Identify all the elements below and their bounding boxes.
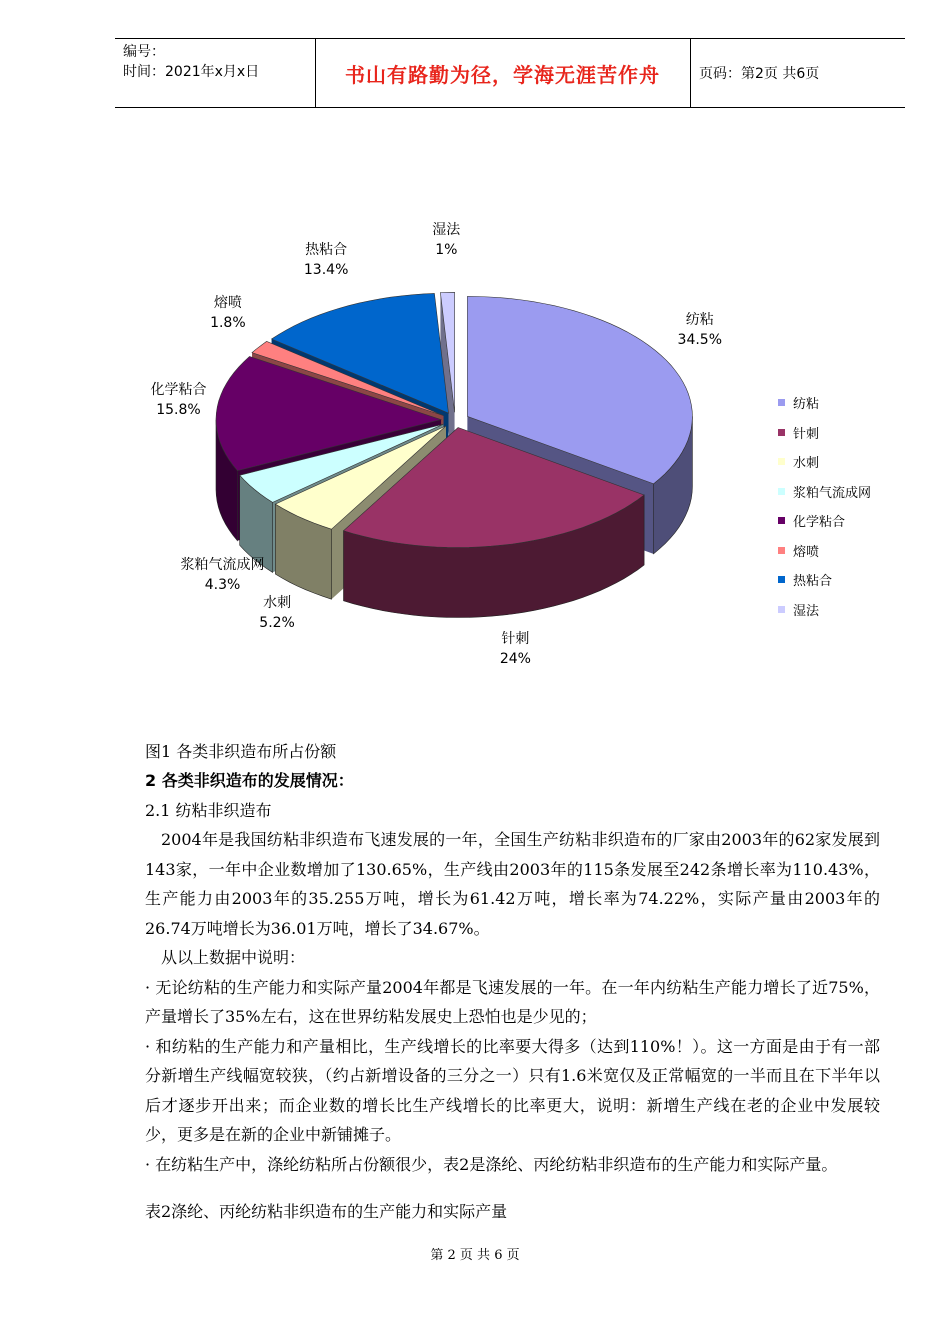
header-divider	[690, 38, 691, 108]
legend-item	[778, 418, 871, 448]
legend-swatch	[778, 458, 785, 465]
bullet-paragraph: · 在纺粘生产中，涤纶纺粘所占份额很少，表2是涤纶、丙纶纺粘非织造布的生产能力和实际产量。	[145, 1154, 838, 1174]
body-text	[145, 825, 880, 1179]
slice-label-name: 水刺	[263, 595, 292, 612]
slice-label-value: 4.3%	[204, 577, 241, 594]
page-footer: 第 2 页 共 6 页	[430, 1248, 520, 1263]
number-label: 编号：	[123, 44, 165, 60]
paragraph: 从以上数据中说明：	[161, 948, 306, 967]
slice-label-value: 15.8%	[156, 402, 201, 419]
slice-label-name: 纺粘	[685, 312, 714, 329]
slice-label-name: 针刺	[501, 630, 530, 647]
page-header	[115, 38, 905, 108]
header-motto: 书山有路勤为径，学海无涯苦作舟	[345, 62, 660, 87]
slice-label	[217, 593, 337, 633]
pie-chart	[150, 222, 900, 667]
slice-label	[118, 380, 238, 420]
legend-item	[778, 565, 871, 595]
slice-label-name: 化学粘合	[150, 382, 207, 399]
section-heading: 2 各类非织造布的发展情况：	[145, 771, 354, 790]
figure-caption: 图1 各类非织造布所占份额	[145, 742, 337, 761]
legend-item	[778, 506, 871, 536]
header-meta	[123, 42, 259, 82]
header-page-label: 页码：第2页 共6页	[699, 66, 820, 82]
slice-label	[266, 240, 386, 280]
legend-label: 湿法	[793, 603, 820, 619]
slice-label	[168, 293, 288, 333]
slice-label-value: 5.2%	[259, 615, 295, 632]
slice-label	[640, 310, 760, 350]
legend-label: 水刺	[793, 456, 820, 472]
legend-swatch	[778, 429, 785, 436]
legend-item	[778, 536, 871, 566]
legend-swatch	[778, 576, 785, 583]
legend-item	[778, 447, 871, 477]
slice-label-name: 热粘合	[305, 241, 348, 258]
slice-label-value: 34.5%	[677, 332, 723, 349]
legend-label: 熔喷	[793, 544, 820, 560]
subsection-heading: 2.1 纺粘非织造布	[145, 801, 272, 820]
legend-swatch	[778, 488, 785, 495]
slice-label-value: 24%	[499, 650, 531, 667]
slice-label-value: 13.4%	[303, 261, 349, 278]
legend-label: 纺粘	[793, 397, 820, 413]
bullet-paragraph: · 和纺粘的生产能力和产量相比，生产线增长的比率要大得多（达到110%！）。这一方面是由于有一部分新增生产线幅宽较狭，（约占新增设备的三分之一）只有1.6米宽仅及正常幅宽的一半而且在下半年以后才逐步开出来；而企业数的增长比生产线增长的比率更大，说明：新增生产线在老的企业中发展较少，更多是在新的企业中新铺摊子。	[145, 1036, 880, 1144]
legend-item	[778, 595, 871, 625]
legend-swatch	[778, 517, 785, 524]
legend-label: 热粘合	[793, 574, 833, 590]
legend-swatch	[778, 399, 785, 406]
slice-label	[455, 629, 575, 669]
legend-swatch	[778, 547, 785, 554]
legend-label: 浆粕气流成网	[793, 485, 872, 501]
table-caption: 表2涤纶、丙纶纺粘非织造布的生产能力和实际产量	[145, 1202, 508, 1221]
time-label: 时间：2021年x月x日	[123, 64, 260, 80]
slice-label-name: 浆粕气流成网	[180, 557, 265, 574]
slice-label-name: 湿法	[432, 222, 461, 239]
legend-item	[778, 388, 871, 418]
slice-label	[163, 555, 283, 595]
chart-legend	[778, 388, 871, 624]
bullet-paragraph: · 无论纺粘的生产能力和实际产量2004年都是飞速发展的一年。在一年内纺粘生产能力增长了近75%，产量增长了35%左右，这在世界纺粘发展史上恐怕也是少见的；	[145, 977, 880, 1026]
slice-label-name: 熔喷	[213, 294, 242, 311]
legend-item	[778, 477, 871, 507]
legend-swatch	[778, 606, 785, 613]
slice-label-value: 1.8%	[210, 314, 246, 331]
paragraph: 2004年是我国纺粘非织造布飞速发展的一年，全国生产纺粘非织造布的厂家由2003年的62家发展到143家，一年中企业数增加了130.65%，生产线由2003年的115条发展至242条增长率为110.43%，生产能力由2003年的35.255万吨，增长为61.42万吨，增长率为74.22%，实际产量由2003年的26.74万吨增长为36.01万吨，增长了34.67%。	[145, 830, 880, 938]
legend-label: 化学粘合	[793, 515, 846, 531]
slice-label	[386, 220, 506, 260]
legend-label: 针刺	[793, 426, 820, 442]
slice-label-value: 1%	[435, 242, 458, 259]
